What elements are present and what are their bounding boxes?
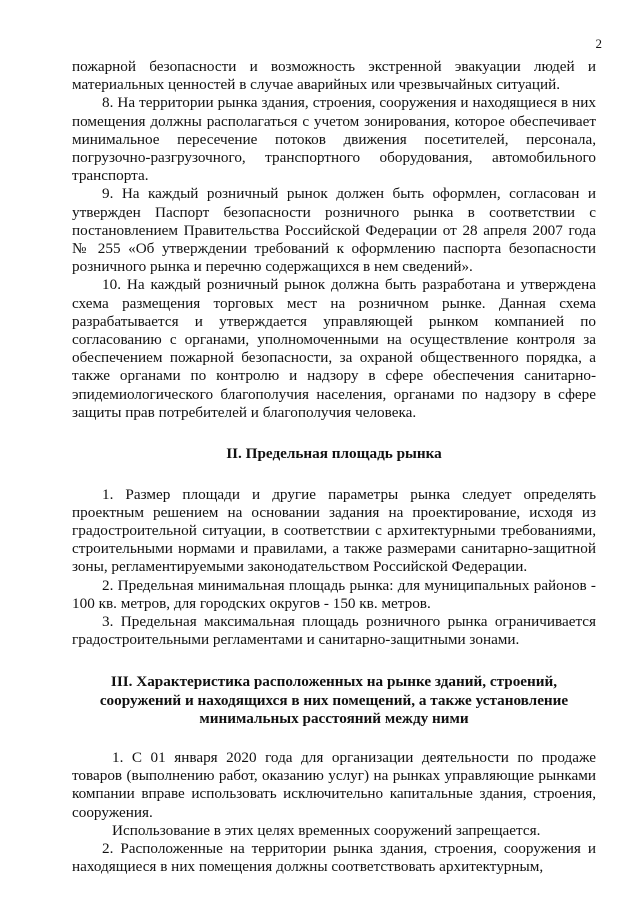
paragraph-item-9: 9. На каждый розничный рынок должен быть оформлен, согласован и утвержден Паспорт безопасности розничного рынка в соответствии с постановлением Правительства Российской Федерации от 28 апреля 2007 года № 255 «Об утверждении требований к оформлению паспорта безопасности розничного рынка и перечню содержащихся в нем сведений».: [72, 185, 596, 276]
paragraph-item-10: 10. На каждый розничный рынок должна быть разработана и утверждена схема размещения торговых мест на розничном рынке. Данная схема разрабатывается и утверждается управляющей рынком компанией по согласованию с органами, уполномоченными на осуществление контроля за обеспечением пожарной безопасности, за охраной общественного порядка, а также органами по контролю и надзору в сфере обеспечения санитарно-эпидемиологического благополучия населения, органами по надзору в сфере защиты прав потребителей и благополучия человека.: [72, 276, 596, 421]
paragraph-continuation: пожарной безопасности и возможность экстренной эвакуации людей и материальных ценностей в случае аварийных или чрезвычайных ситуаций.: [72, 58, 596, 94]
paragraph-item-8: 8. На территории рынка здания, строения, сооружения и находящиеся в них помещения должны располагаться с учетом зонирования, которое обеспечивает минимальное пересечение потоков движения посетителей, персонала, погрузочно-разгрузочного, транспортного оборудования, автомобильного транспорта.: [72, 94, 596, 185]
page-number: 2: [595, 36, 602, 51]
section2-paragraph-2: 2. Предельная минимальная площадь рынка: для муниципальных районов - 100 кв. метров, для городских округов - 150 кв. метров.: [72, 576, 596, 612]
section2-paragraph-3: 3. Предельная максимальная площадь розничного рынка ограничивается градостроительными регламентами и санитарно-защитными зонами.: [72, 612, 596, 649]
section3-paragraph-2: 2. Расположенные на территории рынка здания, строения, сооружения и находящиеся в них помещения должны соответствовать архитектурным,: [72, 839, 596, 876]
section-heading-3: III. Характеристика расположенных на рынке зданий, строений, сооружений и находящихся в них помещений, а также установление минимальных расстояний между ними: [99, 673, 569, 728]
section-heading-2: II. Предельная площадь рынка: [226, 445, 442, 463]
document-body: [72, 58, 596, 876]
section3-paragraph-1: 1. С 01 января 2020 года для организации деятельности по продаже товаров (выполнению работ, оказанию услуг) на рынках управляющие рынками компании вправе использовать исключительно капитальные здания, строения, сооружения.: [72, 748, 596, 821]
section3-paragraph-note: Использование в этих целях временных сооружений запрещается.: [112, 821, 541, 839]
section2-paragraph-1: 1. Размер площади и другие параметры рынка следует определять проектным решением на основании задания на проектирование, исходя из градостроительной ситуации, в соответствии с архитектурными требованиями, строительными нормами и правилами, а также размерами санитарно-защитной зоны, регламентируемыми законодательством Российской Федерации.: [72, 485, 596, 576]
